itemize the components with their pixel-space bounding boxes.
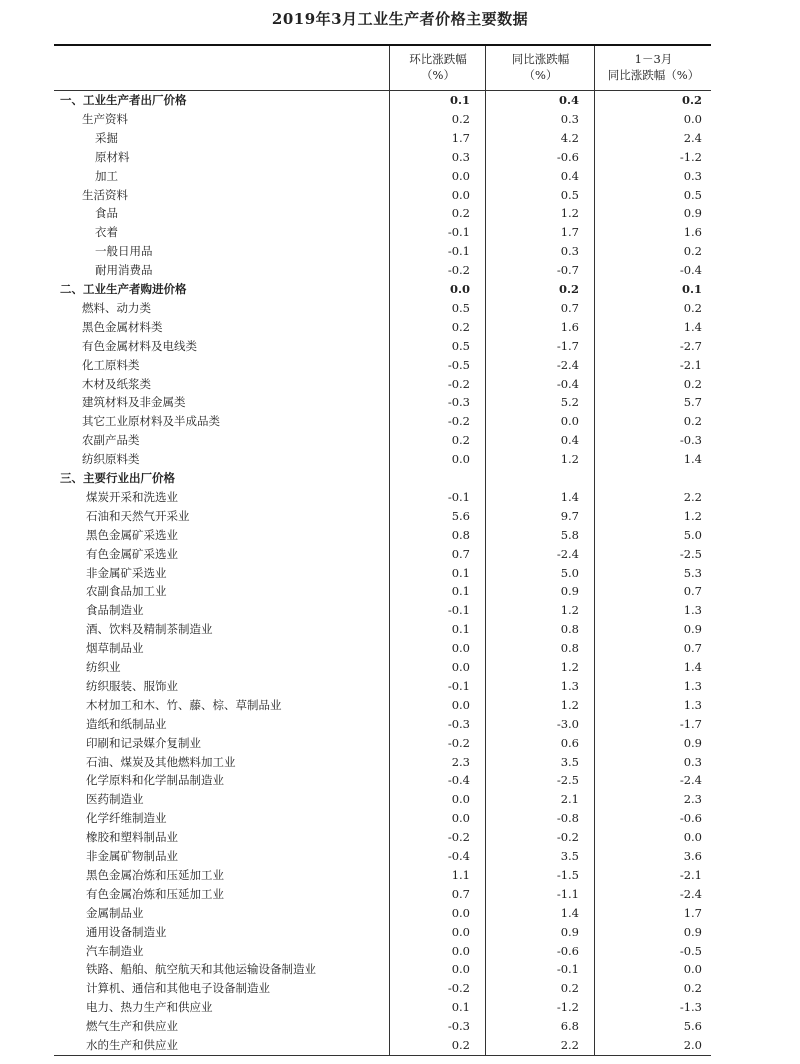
- row-label: 化工原料类: [82, 357, 140, 372]
- value-ytd: 3.6: [683, 849, 702, 863]
- table-bottom-rule: [54, 1055, 711, 1056]
- table-row: [54, 110, 711, 129]
- value-yoy: 5.0: [560, 565, 579, 580]
- value-mom: 0.5: [451, 338, 470, 353]
- value-ytd: 1.7: [683, 905, 702, 920]
- value-yoy: 0.4: [558, 93, 579, 107]
- value-yoy: 0.4: [560, 168, 579, 183]
- value-mom: 1.7: [451, 130, 470, 145]
- header-mom: [389, 46, 486, 90]
- row-label: 化学原料和化学制品制造业: [86, 773, 224, 788]
- value-yoy: 0.2: [560, 981, 579, 996]
- table-row: [54, 696, 711, 715]
- value-ytd: -2.4: [679, 773, 702, 788]
- table-row: [54, 885, 711, 904]
- value-yoy: -2.4: [556, 546, 579, 561]
- header-mom-line2: （%）: [421, 68, 455, 82]
- value-ytd: -0.5: [679, 943, 702, 958]
- table-row: [54, 960, 711, 979]
- table-row: [54, 545, 711, 564]
- table-row: [54, 356, 711, 375]
- value-mom: 0.1: [451, 565, 470, 580]
- value-yoy: 4.2: [560, 130, 579, 145]
- row-label: 煤炭开采和洗选业: [86, 489, 178, 504]
- value-ytd: 0.9: [683, 206, 702, 221]
- value-yoy: -2.4: [556, 357, 579, 372]
- table-row: [54, 393, 711, 412]
- header-ytd-line1: 1－3月: [634, 52, 673, 66]
- table-row: [54, 828, 711, 847]
- table-row: [54, 204, 711, 223]
- value-mom: 0.1: [451, 622, 470, 637]
- row-label: 金属制品业: [86, 905, 144, 920]
- table-row: [54, 998, 711, 1017]
- value-ytd: 1.4: [683, 660, 702, 674]
- header-ytd: [594, 46, 712, 90]
- table-row: [54, 526, 711, 545]
- row-label: 纺织原料类: [82, 452, 140, 467]
- table-row: [54, 620, 711, 639]
- column-divider-1: [389, 46, 390, 1055]
- table-row: [54, 91, 711, 110]
- table-row: [54, 450, 711, 469]
- value-mom: 0.2: [451, 206, 470, 221]
- value-yoy: 1.2: [560, 603, 579, 618]
- row-label: 石油和天然气开采业: [86, 508, 190, 523]
- value-mom: -0.1: [447, 225, 470, 240]
- value-yoy: -0.8: [556, 811, 579, 826]
- table-row: [54, 261, 711, 280]
- value-mom: 0.5: [451, 300, 470, 315]
- value-yoy: -0.7: [556, 263, 579, 278]
- value-yoy: 3.5: [560, 849, 579, 863]
- value-yoy: -2.5: [556, 773, 579, 788]
- value-mom: 0.2: [451, 433, 470, 448]
- row-label: 黑色金属矿采选业: [86, 527, 178, 542]
- row-label: 通用设备制造业: [86, 924, 167, 939]
- value-mom: -0.2: [447, 414, 470, 429]
- row-label: 采掘: [95, 130, 118, 145]
- value-ytd: 0.3: [683, 168, 702, 183]
- value-mom: 0.1: [449, 93, 470, 107]
- value-ytd: 0.5: [683, 187, 702, 202]
- value-ytd: 0.9: [683, 735, 702, 750]
- value-mom: -0.1: [447, 244, 470, 259]
- value-ytd: 0.7: [683, 641, 702, 656]
- row-label: 生产资料: [82, 111, 128, 126]
- row-label: 食品: [95, 206, 118, 221]
- value-ytd: 0.2: [683, 414, 702, 429]
- value-ytd: 0.7: [683, 584, 702, 599]
- header-mom-line1: 环比涨跌幅: [409, 52, 467, 66]
- value-ytd: 5.3: [683, 565, 702, 580]
- value-ytd: -1.7: [679, 716, 702, 731]
- table-row: [54, 771, 711, 790]
- value-mom: -0.2: [447, 376, 470, 391]
- value-mom: 0.0: [449, 282, 470, 296]
- row-label: 木材加工和木、竹、藤、棕、草制品业: [86, 697, 282, 712]
- table-row: [54, 167, 711, 186]
- value-yoy: -0.1: [556, 962, 579, 977]
- value-mom: 0.0: [451, 943, 470, 958]
- value-mom: 0.2: [451, 111, 470, 126]
- value-yoy: -1.5: [556, 867, 579, 882]
- table-row: [54, 582, 711, 601]
- row-label: 衣着: [95, 225, 118, 240]
- value-mom: 0.1: [451, 1000, 470, 1015]
- table-row: [54, 847, 711, 866]
- header-yoy-line2: （%）: [523, 68, 558, 82]
- row-label: 黑色金属冶炼和压延加工业: [86, 867, 224, 882]
- value-yoy: 0.8: [560, 622, 579, 637]
- value-yoy: 0.8: [560, 641, 579, 656]
- table-row: [54, 639, 711, 658]
- table-row: [54, 790, 711, 809]
- value-ytd: 1.3: [683, 697, 702, 712]
- value-yoy: 0.4: [560, 433, 579, 448]
- value-ytd: 1.3: [683, 678, 702, 693]
- value-ytd: 2.3: [683, 792, 702, 807]
- row-label: 其它工业原材料及半成品类: [82, 414, 220, 429]
- row-label: 烟草制品业: [86, 641, 144, 656]
- value-mom: 0.7: [451, 546, 470, 561]
- table-row: [54, 904, 711, 923]
- value-mom: 0.3: [451, 149, 470, 164]
- value-mom: 0.0: [451, 187, 470, 202]
- table-row: [54, 979, 711, 998]
- table-row: [54, 129, 711, 148]
- value-mom: -0.4: [447, 773, 470, 788]
- value-ytd: -2.1: [679, 867, 702, 882]
- value-yoy: 1.4: [560, 905, 579, 920]
- value-ytd: 0.0: [683, 111, 702, 126]
- table-row: [54, 148, 711, 167]
- value-ytd: 1.2: [683, 508, 702, 523]
- row-label: 农副产品类: [82, 433, 140, 448]
- value-ytd: 0.2: [683, 244, 702, 259]
- value-ytd: 0.2: [681, 93, 702, 107]
- value-mom: -0.1: [447, 678, 470, 693]
- value-ytd: 1.4: [683, 319, 702, 334]
- value-mom: 0.0: [451, 452, 470, 467]
- value-mom: -0.3: [447, 395, 470, 410]
- table-row: [54, 1036, 711, 1055]
- table-row: [54, 488, 711, 507]
- table-row: [54, 469, 711, 488]
- value-mom: 0.0: [451, 168, 470, 183]
- header-yoy-line1: 同比涨跌幅: [511, 52, 570, 66]
- value-mom: -0.2: [447, 830, 470, 845]
- row-label: 建筑材料及非金属类: [82, 395, 186, 410]
- row-label: 二、工业生产者购进价格: [60, 282, 187, 296]
- value-ytd: 1.3: [683, 603, 702, 618]
- row-label: 纺织服装、服饰业: [86, 678, 178, 693]
- header-yoy: [485, 46, 595, 90]
- value-ytd: 0.9: [683, 924, 702, 939]
- table-row: [54, 431, 711, 450]
- table-row: [54, 866, 711, 885]
- value-ytd: 0.1: [681, 282, 702, 296]
- value-ytd: 0.3: [683, 754, 702, 769]
- column-divider-3: [594, 46, 595, 1055]
- value-yoy: 1.2: [560, 452, 579, 467]
- value-yoy: 0.5: [560, 187, 579, 202]
- table-row: [54, 809, 711, 828]
- row-label: 农副食品加工业: [86, 584, 167, 599]
- value-ytd: -2.1: [679, 357, 702, 372]
- value-ytd: 5.0: [683, 527, 702, 542]
- row-label: 石油、煤炭及其他燃料加工业: [86, 754, 236, 769]
- table-row: [54, 601, 711, 620]
- value-mom: -0.2: [447, 735, 470, 750]
- value-yoy: 1.2: [560, 697, 579, 712]
- value-yoy: 2.1: [560, 792, 579, 807]
- row-label: 铁路、船舶、航空航天和其他运输设备制造业: [86, 962, 316, 977]
- value-ytd: 2.4: [683, 130, 702, 145]
- value-ytd: -0.4: [679, 263, 702, 278]
- value-ytd: 0.2: [683, 981, 702, 996]
- value-yoy: 1.3: [560, 678, 579, 693]
- row-label: 原材料: [95, 149, 130, 164]
- value-ytd: 0.2: [683, 376, 702, 391]
- value-yoy: 0.3: [560, 244, 579, 259]
- value-mom: 0.0: [451, 811, 470, 826]
- value-mom: 0.0: [451, 962, 470, 977]
- value-mom: 0.0: [451, 641, 470, 656]
- value-ytd: -1.3: [679, 1000, 702, 1015]
- value-yoy: 0.3: [560, 111, 579, 126]
- table-row: [54, 658, 711, 677]
- table-row: [54, 412, 711, 431]
- row-label: 燃气生产和供应业: [86, 1019, 178, 1034]
- value-yoy: 1.6: [560, 319, 579, 334]
- value-yoy: 1.4: [560, 489, 579, 504]
- value-yoy: 1.2: [560, 206, 579, 221]
- row-label: 汽车制造业: [86, 943, 144, 958]
- value-mom: 0.1: [451, 584, 470, 599]
- value-yoy: 3.5: [560, 754, 579, 769]
- table-row: [54, 242, 711, 261]
- row-label: 酒、饮料及精制茶制造业: [86, 622, 213, 637]
- value-ytd: 2.2: [683, 489, 702, 504]
- table-row: [54, 337, 711, 356]
- table-row: [54, 299, 711, 318]
- value-ytd: 1.4: [683, 452, 702, 467]
- value-ytd: 0.9: [683, 622, 702, 637]
- row-label: 三、主要行业出厂价格: [60, 471, 175, 485]
- row-label: 计算机、通信和其他电子设备制造业: [86, 981, 270, 996]
- value-mom: -0.3: [447, 1019, 470, 1034]
- value-mom: 2.3: [451, 754, 470, 769]
- table-row: [54, 375, 711, 394]
- table-row: [54, 942, 711, 961]
- value-ytd: -2.5: [679, 546, 702, 561]
- value-yoy: 0.7: [560, 300, 579, 315]
- header-ytd-line2: 同比涨跌幅（%）: [607, 68, 700, 82]
- table-row: [54, 677, 711, 696]
- table-row: [54, 318, 711, 337]
- table-row: [54, 734, 711, 753]
- value-mom: -0.1: [447, 603, 470, 618]
- row-label: 橡胶和塑料制品业: [86, 830, 178, 845]
- value-yoy: -1.1: [556, 886, 579, 901]
- value-mom: 0.0: [451, 660, 470, 674]
- row-label: 化学纤维制造业: [86, 811, 167, 826]
- table-row: [54, 186, 711, 205]
- value-yoy: -1.7: [556, 338, 579, 353]
- value-mom: 5.6: [451, 508, 470, 523]
- column-divider-2: [485, 46, 486, 1055]
- value-yoy: -0.4: [556, 376, 579, 391]
- row-label: 电力、热力生产和供应业: [86, 1000, 213, 1015]
- row-label: 水的生产和供应业: [86, 1038, 178, 1052]
- value-mom: 0.2: [451, 1038, 470, 1052]
- value-mom: 0.0: [451, 924, 470, 939]
- value-yoy: 0.9: [560, 924, 579, 939]
- value-mom: 0.8: [451, 527, 470, 542]
- row-label: 有色金属矿采选业: [86, 546, 178, 561]
- page-title: 2019年3月工业生产者价格主要数据: [271, 10, 529, 28]
- row-label: 一、工业生产者出厂价格: [60, 93, 187, 107]
- value-mom: -0.5: [447, 357, 470, 372]
- table-row: [54, 507, 711, 526]
- value-mom: -0.1: [447, 489, 470, 504]
- value-mom: -0.3: [447, 716, 470, 731]
- row-label: 医药制造业: [86, 792, 144, 807]
- value-ytd: 5.7: [683, 395, 702, 410]
- value-ytd: -0.6: [679, 811, 702, 826]
- table-header: [54, 46, 711, 91]
- value-ytd: -2.4: [679, 886, 702, 901]
- value-yoy: 5.8: [560, 527, 579, 542]
- row-label: 生活资料: [82, 187, 128, 202]
- value-yoy: 9.7: [560, 508, 579, 523]
- value-mom: 1.1: [451, 867, 470, 882]
- table-row: [54, 753, 711, 772]
- value-mom: 0.2: [451, 319, 470, 334]
- table-row: [54, 715, 711, 734]
- value-mom: 0.7: [451, 886, 470, 901]
- row-label: 燃料、动力类: [82, 300, 151, 315]
- row-label: 造纸和纸制品业: [86, 716, 167, 731]
- value-mom: -0.4: [447, 849, 470, 863]
- value-yoy: -0.6: [556, 943, 579, 958]
- table-row: [54, 564, 711, 583]
- table-row: [54, 280, 711, 299]
- value-ytd: 0.2: [683, 300, 702, 315]
- value-yoy: 0.2: [558, 282, 579, 296]
- value-ytd: 0.0: [683, 830, 702, 845]
- row-label: 黑色金属材料类: [82, 319, 163, 334]
- value-mom: -0.2: [447, 263, 470, 278]
- value-mom: 0.0: [451, 697, 470, 712]
- row-label: 木材及纸浆类: [82, 376, 151, 391]
- value-yoy: 0.6: [560, 735, 579, 750]
- value-yoy: -0.2: [556, 830, 579, 845]
- value-ytd: -0.3: [679, 433, 702, 448]
- value-yoy: 6.8: [560, 1019, 579, 1034]
- row-label: 印刷和记录媒介复制业: [86, 735, 201, 750]
- row-label: 耐用消费品: [95, 263, 153, 278]
- value-yoy: -1.2: [556, 1000, 579, 1015]
- row-label: 非金属矿采选业: [86, 565, 167, 580]
- value-yoy: 2.2: [560, 1038, 579, 1052]
- value-yoy: -3.0: [556, 716, 579, 731]
- value-mom: 0.0: [451, 792, 470, 807]
- table-row: [54, 1017, 711, 1036]
- row-label: 加工: [95, 168, 118, 183]
- value-ytd: 2.0: [683, 1038, 702, 1052]
- value-yoy: 0.0: [560, 414, 579, 429]
- value-yoy: 1.2: [560, 660, 579, 674]
- value-yoy: 5.2: [560, 395, 579, 410]
- row-label: 纺织业: [86, 660, 121, 674]
- value-mom: 0.0: [451, 905, 470, 920]
- value-ytd: 0.0: [683, 962, 702, 977]
- value-mom: -0.2: [447, 981, 470, 996]
- row-label: 一般日用品: [95, 244, 153, 259]
- value-ytd: -1.2: [679, 149, 702, 164]
- row-label: 有色金属冶炼和压延加工业: [86, 886, 224, 901]
- table-row: [54, 223, 711, 242]
- row-label: 食品制造业: [86, 603, 144, 618]
- row-label: 非金属矿物制品业: [86, 849, 178, 863]
- value-yoy: -0.6: [556, 149, 579, 164]
- table-row: [54, 923, 711, 942]
- row-label: 有色金属材料及电线类: [82, 338, 197, 353]
- value-ytd: 5.6: [683, 1019, 702, 1034]
- value-yoy: 1.7: [560, 225, 579, 240]
- value-ytd: -2.7: [679, 338, 702, 353]
- value-yoy: 0.9: [560, 584, 579, 599]
- value-ytd: 1.6: [683, 225, 702, 240]
